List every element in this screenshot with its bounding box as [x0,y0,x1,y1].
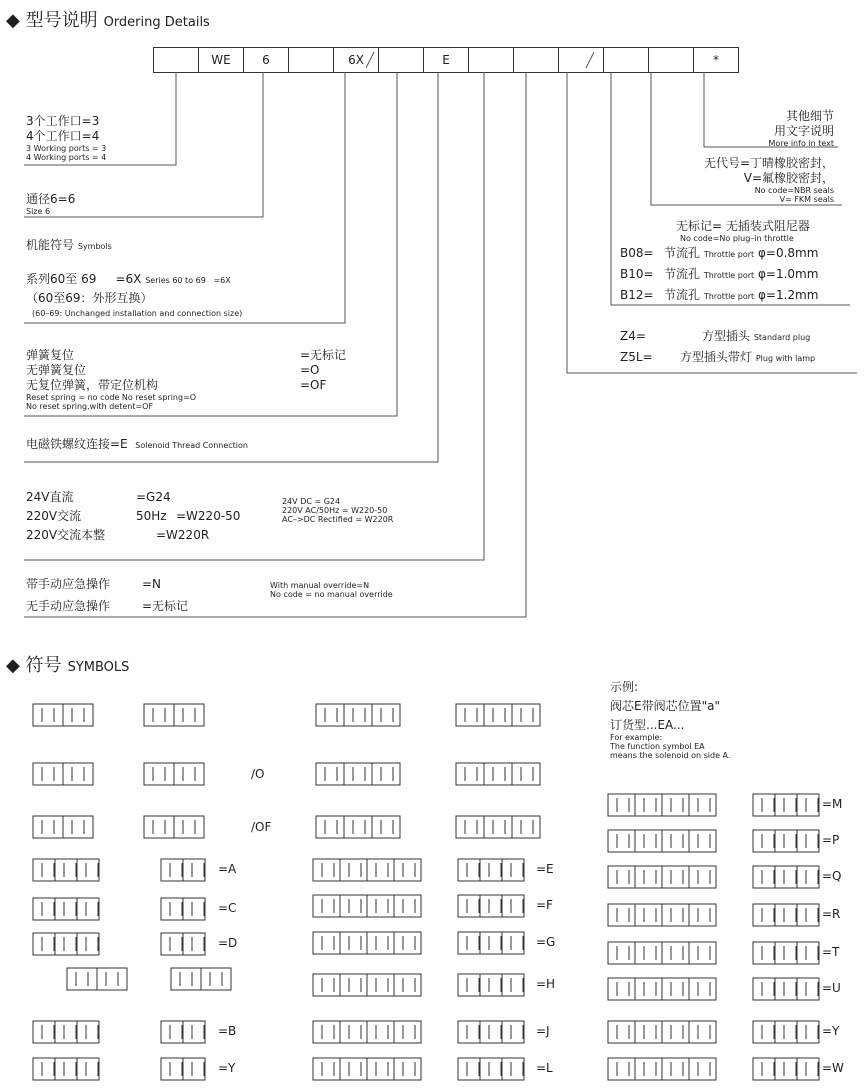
symbol-label: =M [822,797,843,811]
seals-block: 无代号=丁晴橡胶密封， V=氟橡胶密封， No code=NBR seals V= FKM seals [703,156,834,204]
symbols-title: ◆ 符号 SYMBOLS [6,655,130,676]
symbol-label: =B [218,1024,237,1038]
voltage-en: 24V DC = G24 220V AC/50Hz = W220-50 AC–>DC Rectified = W220R [282,497,394,524]
valve-symbol [312,894,422,918]
valve-symbol [455,703,541,727]
valve-symbol [457,973,525,997]
symbol-label: =F [536,898,553,912]
throttle-row: B12= 节流孔 Throttle port φ=1.2mm [620,288,819,302]
valve-symbol [32,1020,100,1044]
symbol-label: =C [218,901,237,915]
valve-symbol [752,865,820,889]
valve-symbol [607,1057,717,1081]
valve-symbol [66,967,128,991]
symbol-label: =A [218,862,237,876]
valve-symbol [607,1020,717,1044]
symbol-label: =Y [822,1024,840,1038]
valve-symbol [607,903,717,927]
valve-symbol [607,941,717,965]
valve-symbol [32,1057,100,1081]
plug-block: Z4= 方型插头 Standard plug Z5L= 方型插头带灯 Plug with lamp [620,329,816,364]
valve-symbol [312,973,422,997]
symbols-block: 机能符号 Symbols [26,238,112,252]
symbol-label: =H [536,977,556,991]
valve-symbol [315,762,401,786]
valve-symbol [32,932,100,956]
valve-symbol [143,815,205,839]
ports-block: 3个工作口=3 4个工作口=4 3 Working ports = 3 4 Working ports = 4 [26,114,107,162]
symbol-label: =E [536,862,554,876]
code-cell: * [694,48,739,73]
thread-block: 电磁铁螺纹连接=E Solenoid Thread Connection [26,437,248,451]
symbol-label: =D [218,936,238,950]
valve-symbol [752,941,820,965]
series-block: 系列60至 69 =6X Series 60 to 69 =6X （60至69：外形互换） (60–69: Unchanged installation and connection size) [26,272,243,318]
symbol-label: =L [536,1061,553,1075]
code-cell: 6X [334,48,379,73]
valve-symbol [455,815,541,839]
valve-symbol [160,858,206,882]
valve-symbol [312,931,422,955]
code-cell: E [424,48,469,73]
symbol-label: =Q [822,869,842,883]
valve-symbol [752,1020,820,1044]
valve-symbol [143,762,205,786]
valve-symbol [170,967,232,991]
symbol-label: =J [536,1024,550,1038]
valve-symbol [32,897,100,921]
throttle-head: 无标记= 无插装式阻尼器 No code=No plug–in throttle [676,219,810,243]
symbol-label: /OF [251,820,272,834]
throttle-rows [620,243,818,306]
manual-en: With manual override=N No code = no manual override [270,581,393,599]
valve-symbol [315,703,401,727]
valve-symbol [160,1020,206,1044]
symbol-label: =W [822,1061,844,1075]
code-cell: WE [199,48,244,73]
symbol-label: =G [536,935,556,949]
manual-block: 带手动应急操作 =N 无手动应急操作 =无标记 [26,577,189,613]
valve-symbol [32,815,94,839]
valve-symbol [312,858,422,882]
voltage-block: 24V直流 =G24 220V交流 50Hz =W220-50 220V交流本整 =W220R [26,490,241,542]
valve-symbol [457,1057,525,1081]
throttle-row: B08= 节流孔 Throttle port φ=0.8mm [620,246,819,260]
valve-symbol [607,865,717,889]
valve-symbol [457,931,525,955]
symbol-label: =U [822,981,841,995]
valve-symbol [752,977,820,1001]
symbol-label: =P [822,833,840,847]
throttle-row: B10= 节流孔 Throttle port φ=1.0mm [620,267,819,281]
valve-symbol [315,815,401,839]
valve-symbol [607,793,717,817]
size-block: 通径6=6 Size 6 [26,192,76,216]
example-block: 示例: 阀芯E带阀芯位置"a" 订货型...EA... For example: The function symbol EA means the solenoid on side A. [610,680,731,760]
valve-symbol [160,897,206,921]
symbol-label: =Y [218,1061,236,1075]
valve-symbol [457,894,525,918]
valve-symbol [312,1020,422,1044]
valve-symbol [752,903,820,927]
valve-symbol [752,1057,820,1081]
valve-symbol [752,829,820,853]
symbol-label: =R [822,907,841,921]
valve-symbol [312,1057,422,1081]
valve-symbol [457,858,525,882]
valve-symbol [32,858,100,882]
valve-symbol [143,703,205,727]
valve-symbol [32,762,94,786]
details-block: 其他细节 用文字说明 More info in text [768,109,834,148]
valve-symbol [32,703,94,727]
valve-symbol [160,1057,206,1081]
valve-symbol [457,1020,525,1044]
spring-values: =无标记 =O =OF [300,348,347,392]
code-cell: 6 [244,48,289,73]
valve-symbol [455,762,541,786]
ordering-title: ◆ 型号说明 Ordering Details [6,10,210,31]
symbol-label: /O [251,767,265,781]
valve-symbol [160,932,206,956]
valve-symbol [607,977,717,1001]
spring-block: 弹簧复位 无弹簧复位 无复位弹簧，带定位机构 Reset spring = no code No reset spring=O No reset spring,with detent=OF [26,348,197,411]
valve-symbol [607,829,717,853]
valve-symbol [752,793,820,817]
symbol-label: =T [822,945,840,959]
